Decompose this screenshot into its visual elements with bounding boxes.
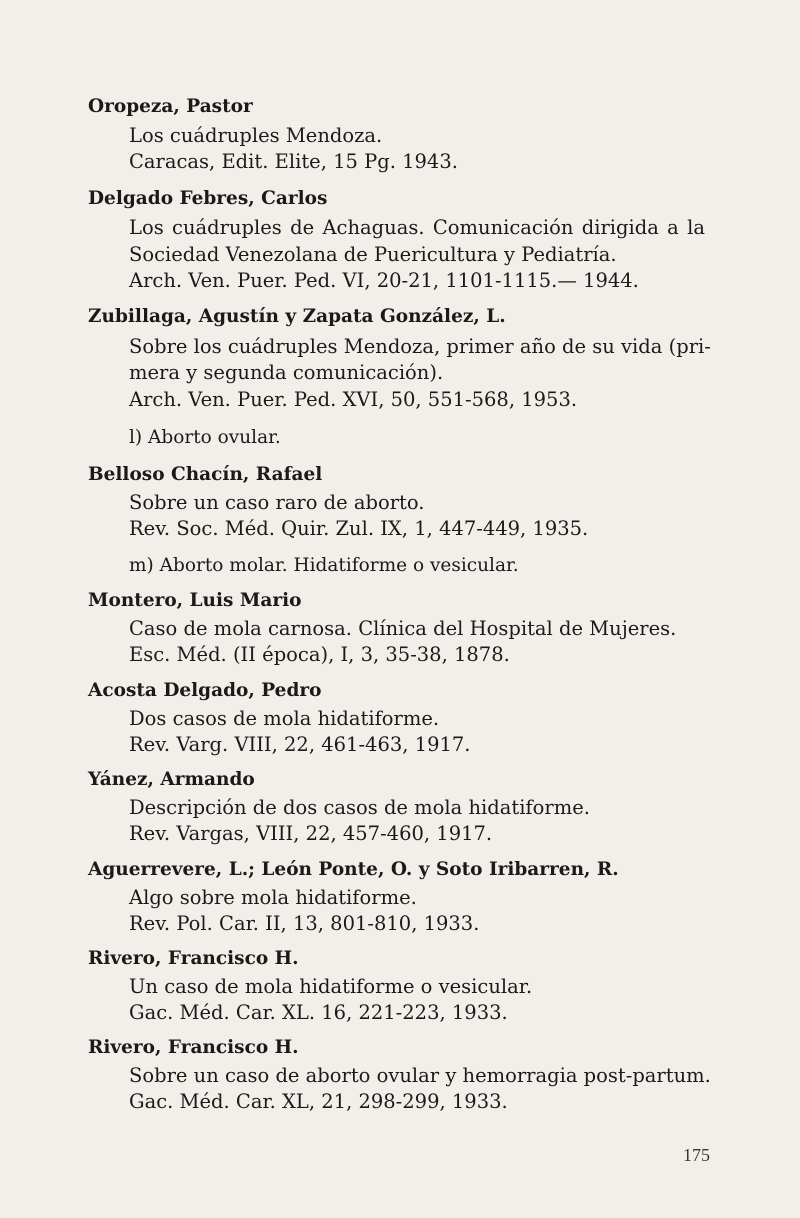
entry-title: Caso de mola carnosa. Clínica del Hospital de Mujeres. [129, 617, 677, 640]
entry-citation: Gac. Méd. Car. XL. 16, 221-223, 1933. [129, 1001, 508, 1024]
entry-citation: Arch. Ven. Puer. Ped. VI, 20-21, 1101-1115.— 1944. [129, 269, 639, 292]
entry-author: Acosta Delgado, Pedro [88, 680, 322, 701]
entry-author: Zubillaga, Agustín y Zapata González, L. [88, 306, 506, 327]
entry-author: Belloso Chacín, Rafael [88, 464, 323, 485]
entry-author: Yánez, Armando [88, 769, 255, 790]
entry-citation: Rev. Vargas, VIII, 22, 457-460, 1917. [129, 822, 493, 845]
entry-citation: Arch. Ven. Puer. Ped. XVI, 50, 551-568, 1953. [129, 388, 578, 411]
entry-title: Sobre los cuádruples Mendoza, primer año de su vida (pri- [129, 335, 711, 358]
entry-title: mera y segunda comunicación). [129, 361, 444, 384]
entry-citation: Rev. Pol. Car. II, 13, 801-810, 1933. [129, 912, 480, 935]
entry-citation: Rev. Varg. VIII, 22, 461-463, 1917. [129, 733, 471, 756]
entry-title: Algo sobre mola hidatiforme. [129, 886, 417, 909]
section-heading: m) Aborto molar. Hidatiforme o vesicular. [129, 555, 519, 576]
page-number: 175 [683, 1145, 710, 1165]
entry-title: Descripción de dos casos de mola hidatiforme. [129, 796, 590, 819]
entry-title: Los cuádruples Mendoza. [129, 124, 383, 147]
entry-author: Rivero, Francisco H. [88, 1037, 299, 1058]
entry-author: Montero, Luis Mario [88, 590, 302, 611]
entry-author: Aguerrevere, L.; León Ponte, O. y Soto Iribarren, R. [88, 859, 619, 880]
entry-citation: Rev. Soc. Méd. Quir. Zul. IX, 1, 447-449, 1935. [129, 517, 589, 540]
entry-title: Un caso de mola hidatiforme o vesicular. [129, 975, 533, 998]
entry-citation: Esc. Méd. (II época), I, 3, 35-38, 1878. [129, 643, 510, 666]
entry-title: Sobre un caso raro de aborto. [129, 491, 425, 514]
entry-title: Dos casos de mola hidatiforme. [129, 707, 440, 730]
entry-citation: Gac. Méd. Car. XL, 21, 298-299, 1933. [129, 1090, 508, 1113]
entry-title: Los cuádruples de Achaguas. Comunicación dirigida a la [129, 216, 705, 239]
entry-title: Sobre un caso de aborto ovular y hemorragia post-partum. [129, 1064, 711, 1087]
entry-author: Rivero, Francisco H. [88, 948, 299, 969]
entry-title: Sociedad Venezolana de Puericultura y Pediatría. [129, 243, 617, 266]
entry-author: Oropeza, Pastor [88, 96, 253, 117]
entry-citation: Caracas, Edit. Elite, 15 Pg. 1943. [129, 150, 458, 173]
section-heading: l) Aborto ovular. [129, 427, 281, 448]
entry-author: Delgado Febres, Carlos [88, 188, 328, 209]
